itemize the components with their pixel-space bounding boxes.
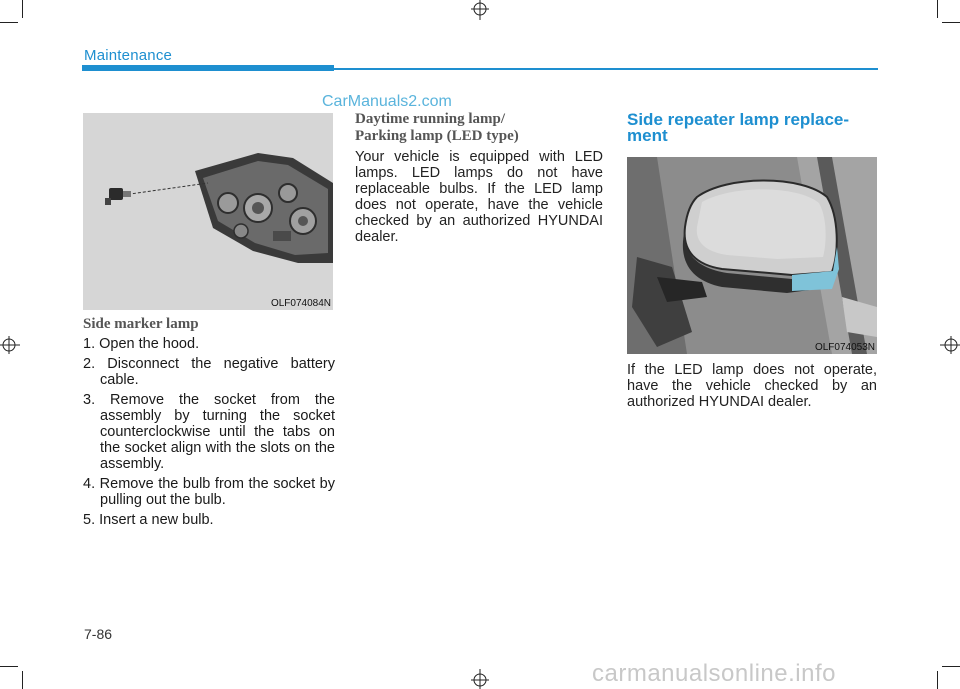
crop-mark bbox=[0, 22, 18, 23]
list-item: 1. Open the hood. bbox=[83, 336, 200, 352]
header-rule-thick bbox=[82, 65, 334, 71]
list-item: 2. Disconnect the negative battery cable. bbox=[83, 356, 335, 388]
list-item: 5. Insert a new bulb. bbox=[83, 512, 214, 528]
crop-mark bbox=[937, 0, 938, 18]
registration-mark-icon bbox=[468, 667, 492, 689]
side-mirror-illustration-icon bbox=[627, 157, 877, 354]
crop-mark bbox=[942, 22, 960, 23]
drl-heading-line1: Daytime running lamp/ bbox=[355, 111, 506, 127]
side-repeater-figure bbox=[627, 157, 877, 354]
headlamp-assembly-illustration-icon bbox=[83, 113, 333, 310]
header-rule-thin bbox=[334, 68, 878, 70]
section-header-title: Maintenance bbox=[84, 47, 173, 64]
crop-mark bbox=[942, 666, 960, 667]
registration-mark-icon bbox=[0, 333, 22, 357]
side-marker-steps bbox=[83, 336, 335, 532]
watermark-top: CarManuals2.com bbox=[322, 93, 452, 110]
side-repeater-title bbox=[627, 112, 877, 144]
side-repeater-title-line1: Side repeater lamp replace- bbox=[627, 110, 850, 129]
page-number: 7-86 bbox=[84, 626, 113, 642]
figure-code: OLF074084N bbox=[270, 298, 331, 309]
list-item: 4. Remove the bulb from the socket by pulling out the bulb. bbox=[83, 476, 335, 508]
figure-code: OLF074053N bbox=[814, 342, 875, 353]
crop-mark bbox=[22, 671, 23, 689]
drl-heading-line2: Parking lamp (LED type) bbox=[355, 128, 519, 144]
side-marker-heading: Side marker lamp bbox=[83, 316, 199, 332]
side-repeater-title-line2: ment bbox=[627, 126, 668, 145]
crop-mark bbox=[937, 671, 938, 689]
crop-mark bbox=[22, 0, 23, 18]
watermark-bottom: carmanualsonline.info bbox=[592, 660, 836, 687]
list-item: 3. Remove the socket from the assembly by turning the socket counterclockwise until the tabs on the socket align with the slots on the assembly. bbox=[83, 392, 335, 472]
registration-mark-icon bbox=[468, 0, 492, 22]
drl-body: Your vehicle is equipped with LED lamps. LED lamps do not have replaceable bulbs. If the LED lamp does not operate, have the vehicle checked by an authorized HYUNDAI dealer. bbox=[355, 149, 603, 245]
crop-mark bbox=[0, 666, 18, 667]
side-repeater-body: If the LED lamp does not operate, have the vehicle checked by an authorized HYUNDAI dealer. bbox=[627, 362, 877, 410]
registration-mark-icon bbox=[938, 333, 960, 357]
side-marker-figure bbox=[83, 113, 333, 310]
